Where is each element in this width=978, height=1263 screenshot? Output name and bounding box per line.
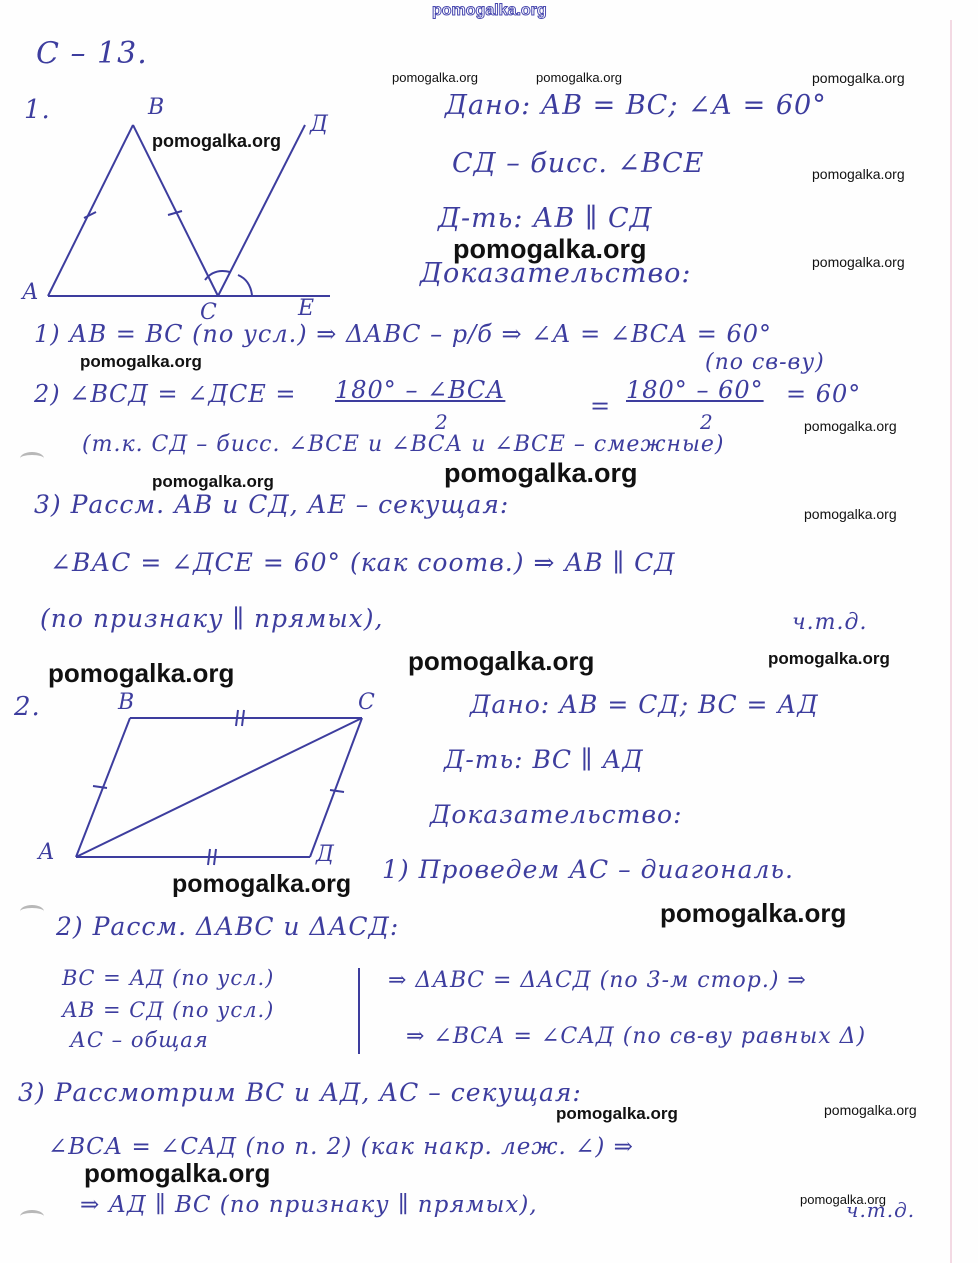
watermark: pomogalka.org bbox=[444, 458, 638, 488]
watermark: pomogalka.org bbox=[804, 506, 897, 522]
task1-step1: 1) АВ = ВС (по усл.) ⇒ ΔАВС – р/б ⇒ ∠А = ∠ВСА = 60° bbox=[34, 320, 773, 348]
vertex-c: С bbox=[200, 300, 218, 325]
task1-step3-conclusion: (по признаку ∥ прямых), bbox=[40, 604, 384, 633]
task2-cond1: ВС = АД (по усл.) bbox=[62, 966, 275, 990]
task1-step2-result: = 60° bbox=[786, 380, 862, 408]
task2-result2: ⇒ ∠ВСА = ∠САД (по св-ву равных Δ) bbox=[406, 1024, 867, 1049]
task2-prove: Д-ть: ВС ∥ АД bbox=[444, 745, 644, 774]
task2-result1: ⇒ ΔАВС = ΔАСД (по 3-м стор.) ⇒ bbox=[388, 968, 807, 993]
watermark: pomogalka.org bbox=[804, 418, 897, 434]
task2-step3-conclusion: ⇒ АД ∥ ВС (по признаку ∥ прямых), bbox=[80, 1192, 538, 1218]
page-header: С – 13. bbox=[36, 36, 148, 71]
vertex-d: Д bbox=[316, 842, 335, 867]
watermark: pomogalka.org bbox=[824, 1102, 917, 1118]
task1-given: Дано: АВ = ВС; ∠А = 60° bbox=[445, 90, 827, 121]
watermark: pomogalka.org bbox=[408, 646, 595, 676]
watermark: pomogalka.org bbox=[812, 166, 905, 182]
task1-step2-numerator: 180° – ∠ВСА bbox=[335, 376, 506, 404]
task2-step1: 1) Проведем АС – диагональ. bbox=[382, 855, 794, 884]
task1-step2: 2) ∠ВСД = ∠ДСЕ = bbox=[34, 380, 297, 408]
brace-line bbox=[358, 968, 360, 1054]
task1-step2-numerator2: 180° – 60° bbox=[626, 376, 764, 404]
task1-proof-title: Доказательство: bbox=[420, 258, 692, 289]
task2-number: 2. bbox=[14, 692, 41, 722]
task2-step2: 2) Рассм. ΔАВС и ΔАСД: bbox=[56, 912, 400, 941]
task2-qed: ч.т.д. bbox=[846, 1198, 916, 1222]
watermark: pomogalka.org bbox=[556, 1104, 678, 1123]
watermark: pomogalka.org bbox=[80, 352, 202, 371]
watermark: pomogalka.org bbox=[800, 1192, 886, 1207]
watermark: pomogalka.org bbox=[84, 1158, 271, 1188]
watermark: pomogalka.org bbox=[48, 658, 235, 688]
watermark: pomogalka.org bbox=[660, 898, 847, 928]
watermark: pomogalka.org bbox=[152, 131, 282, 151]
watermark-top: pomogalka.org bbox=[432, 2, 547, 19]
vertex-b: В bbox=[118, 690, 136, 715]
vertex-d: Д bbox=[310, 112, 329, 137]
task2-cond3: АС – общая bbox=[70, 1028, 209, 1052]
task2-given: Дано: АВ = СД; ВС = АД bbox=[470, 690, 819, 719]
watermark: pomogalka.org bbox=[392, 70, 478, 85]
task1-step2-note: (т.к. СД – бисс. ∠ВСЕ и ∠ВСА и ∠ВСЕ – смежные) bbox=[82, 432, 725, 457]
watermark: pomogalka.org bbox=[536, 70, 622, 85]
task2-step3: 3) Рассмотрим ВС и АД, АС – секущая: bbox=[18, 1078, 582, 1107]
task1-step1-note: (по св-ву) bbox=[705, 350, 825, 375]
task1-step2-denominator2: 2 bbox=[700, 410, 714, 434]
watermark: pomogalka.org bbox=[152, 472, 274, 491]
watermark: pomogalka.org bbox=[453, 234, 647, 264]
vertex-c: С bbox=[358, 690, 376, 715]
task1-step3-angles: ∠ВАС = ∠ДСЕ = 60° (как соотв.) ⇒ АВ ∥ СД bbox=[50, 548, 676, 577]
task1-prove: Д-ть: АВ ∥ СД bbox=[438, 203, 653, 234]
task1-step2-eq: = bbox=[590, 392, 612, 420]
task1-qed: ч.т.д. bbox=[792, 610, 868, 635]
watermark: pomogalka.org bbox=[172, 870, 352, 898]
task2-proof-title: Доказательство: bbox=[430, 800, 683, 829]
task2-step3-angles: ∠ВСА = ∠САД (по п. 2) (как накр. леж. ∠) ⇒ bbox=[48, 1134, 634, 1160]
vertex-b: В bbox=[148, 95, 166, 120]
task1-step3: 3) Рассм. АВ и СД, АЕ – секущая: bbox=[34, 490, 510, 519]
task1-given-bisector: СД – бисс. ∠ВСЕ bbox=[452, 148, 705, 179]
task2-cond2: АВ = СД (по усл.) bbox=[62, 998, 275, 1022]
task1-number: 1. bbox=[24, 95, 51, 125]
watermark: pomogalka.org bbox=[812, 254, 905, 270]
watermark: pomogalka.org bbox=[768, 649, 890, 668]
watermark: pomogalka.org bbox=[812, 70, 905, 86]
vertex-e: Е bbox=[298, 296, 316, 321]
task1-step2-denominator: 2 bbox=[435, 410, 449, 434]
vertex-a: А bbox=[38, 840, 56, 865]
vertex-a: А bbox=[22, 280, 40, 305]
